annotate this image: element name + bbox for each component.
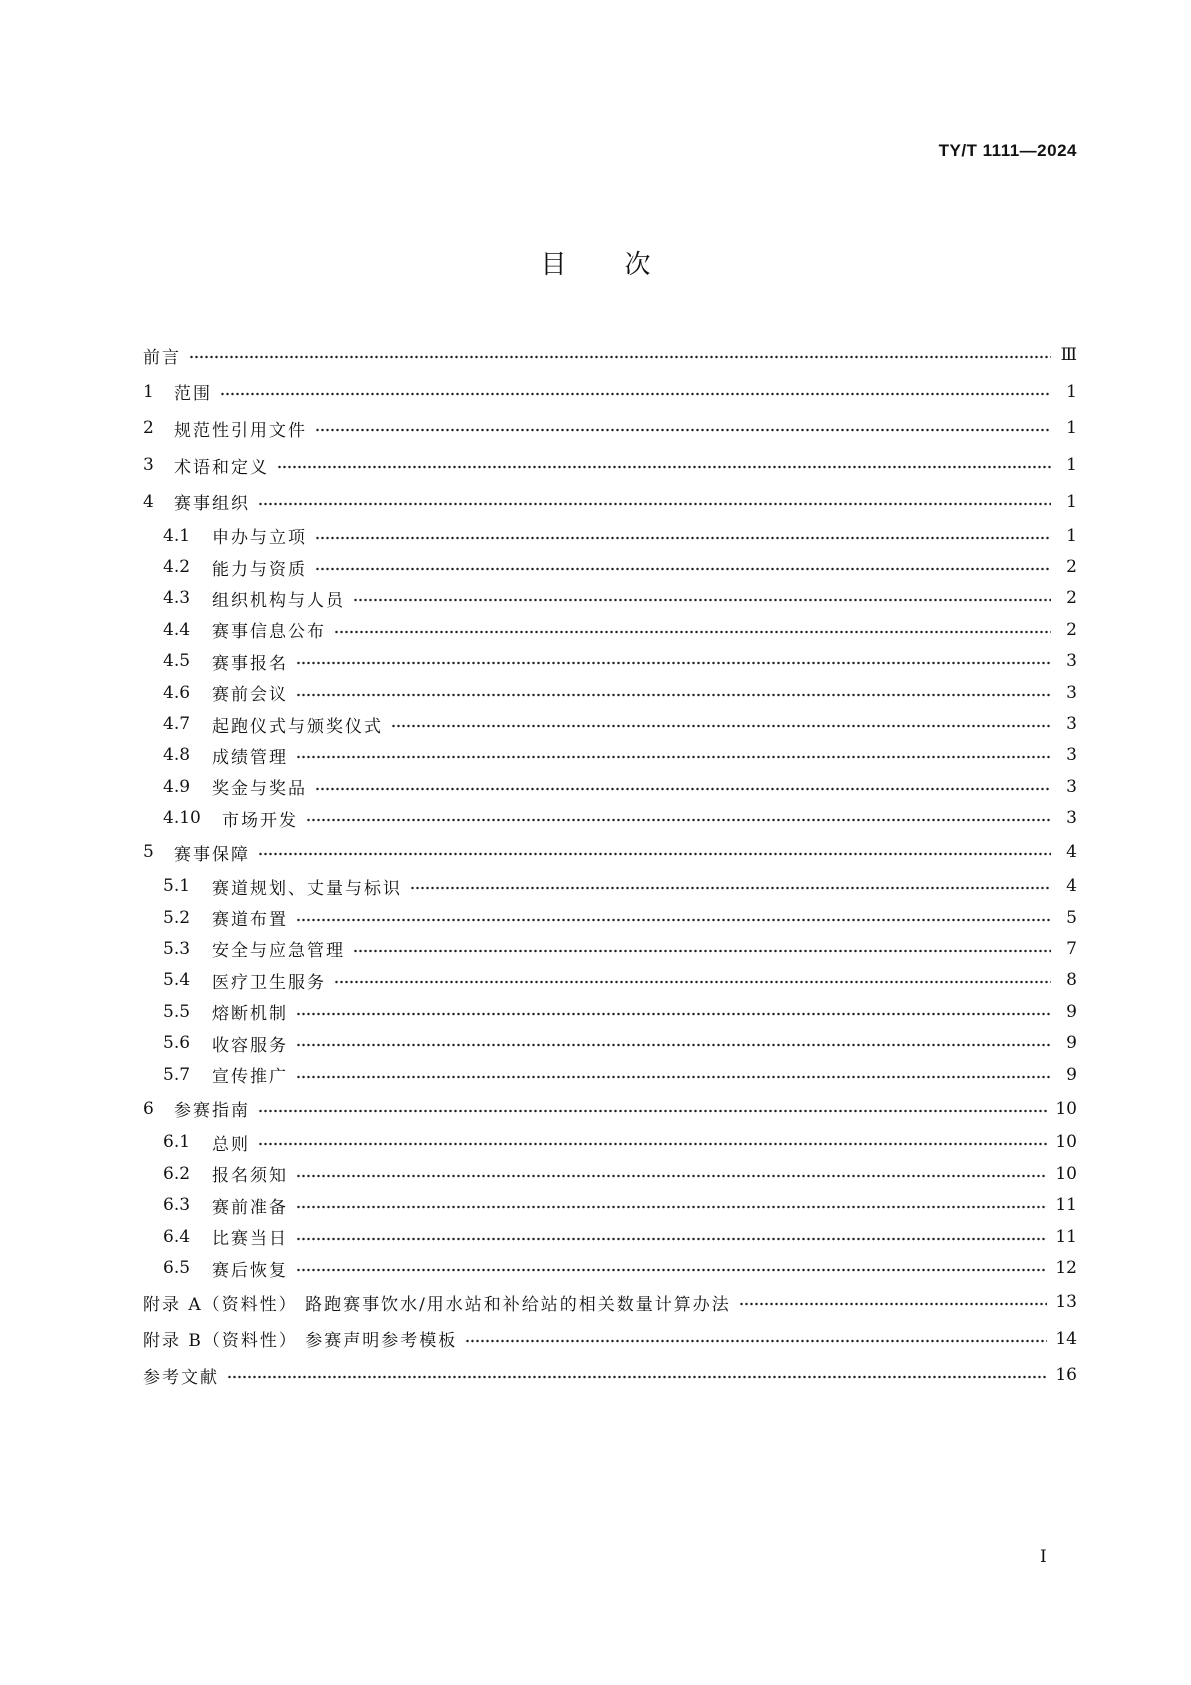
toc-entry-title: 申办与立项 (212, 528, 307, 549)
toc-entry-title: 参赛指南 (174, 1101, 250, 1121)
toc-entry[interactable] (143, 583, 1077, 614)
dot-leader (391, 720, 1051, 728)
toc-entry-page: 13 (1055, 1292, 1077, 1313)
toc-entry-title: 赛道布置 (212, 910, 288, 931)
toc-entry-title: 规范性引用文件 (174, 420, 307, 441)
toc-entry[interactable] (143, 1127, 1077, 1158)
toc-entry-title: 能力与资质 (212, 559, 307, 580)
toc-entry-page: 1 (1066, 455, 1077, 476)
dot-leader (296, 1008, 1051, 1016)
toc-entry-number: 5.5 (163, 1001, 191, 1022)
toc-entry-number: 5.6 (163, 1033, 191, 1054)
toc-entry[interactable] (143, 614, 1077, 645)
toc-entry-number: 6.4 (163, 1226, 191, 1247)
toc-entry[interactable] (143, 483, 1077, 520)
dot-leader (296, 1071, 1051, 1079)
toc-entry-number: 6.2 (163, 1163, 191, 1184)
toc-entry-title: 安全与应急管理 (212, 941, 345, 962)
toc-entry-page: 2 (1066, 619, 1077, 640)
toc-entry[interactable] (143, 996, 1077, 1027)
toc-entry[interactable] (143, 708, 1077, 739)
toc-entry-number: 4.7 (163, 714, 191, 734)
toc-entry-page: 14 (1055, 1328, 1077, 1349)
toc-entry-page: 3 (1066, 776, 1077, 797)
toc-entry[interactable] (143, 933, 1077, 964)
toc-entry-number: 6.5 (163, 1258, 191, 1279)
toc-entry-page: 10 (1055, 1098, 1077, 1119)
dot-leader (258, 848, 1051, 856)
dot-leader (739, 1298, 1048, 1306)
toc-entry-title: 医疗卫生服务 (212, 972, 326, 993)
toc-entry-title: 收容服务 (212, 1035, 288, 1056)
dot-leader (258, 498, 1051, 506)
toc-entry-number: 4.4 (163, 619, 191, 640)
toc-entry-number: 4 (143, 491, 154, 512)
toc-entry[interactable] (143, 834, 1077, 871)
toc-entry-title: 赛事报名 (212, 653, 288, 674)
toc-entry-title: 成绩管理 (212, 747, 288, 768)
toc-entry-title: 赛事组织 (174, 494, 250, 515)
toc-entry-number: 4.10 (163, 808, 201, 829)
toc-entry[interactable] (143, 374, 1077, 411)
dot-leader (258, 1105, 1047, 1113)
toc-entry-number: 4.5 (163, 651, 191, 672)
toc-entry[interactable] (143, 1252, 1077, 1283)
toc-entry-number: 2 (143, 418, 154, 439)
table-of-contents (143, 337, 1077, 1394)
toc-entry-page: 1 (1066, 525, 1077, 546)
toc-entry[interactable] (143, 551, 1077, 582)
toc-entry-page: Ⅲ (1060, 345, 1077, 366)
toc-entry-title: 起跑仪式与颁奖仪式 (212, 716, 383, 737)
toc-entry-number: 4.6 (163, 682, 191, 703)
dot-leader (353, 594, 1051, 602)
dot-leader (220, 388, 1051, 396)
toc-entry-title: 总则 (212, 1134, 250, 1155)
toc-entry[interactable] (143, 1158, 1077, 1189)
toc-entry-page: 11 (1055, 1226, 1077, 1247)
toc-entry-number: 4.8 (163, 745, 191, 766)
dot-leader (296, 1233, 1047, 1241)
toc-entry[interactable] (143, 771, 1077, 802)
dot-leader (296, 1170, 1047, 1178)
dot-leader (353, 945, 1051, 953)
dot-leader (189, 351, 1051, 359)
toc-entry-title: 赛前会议 (212, 685, 288, 706)
toc-entry[interactable] (143, 1357, 1077, 1394)
toc-entry-page: 3 (1066, 808, 1077, 829)
toc-entry[interactable] (143, 1190, 1077, 1221)
toc-entry-number: 5 (143, 842, 154, 863)
toc-entry-number: 5.3 (163, 938, 191, 959)
toc-entry-page: 3 (1066, 651, 1077, 672)
dot-leader (296, 1264, 1047, 1272)
toc-entry-page: 9 (1066, 1033, 1077, 1054)
toc-entry-title: 附录 A（资料性） 路跑赛事饮水/用水站和补给站的相关数量计算办法 (143, 1294, 731, 1315)
dot-leader (465, 1335, 1047, 1343)
page-title (0, 244, 1191, 281)
toc-entry-title: 赛事保障 (174, 844, 250, 865)
dot-leader (315, 424, 1051, 432)
dot-leader (410, 882, 1051, 890)
toc-entry-number: 4.1 (163, 525, 191, 546)
toc-entry[interactable] (143, 646, 1077, 677)
toc-entry-title: 奖金与奖品 (212, 779, 307, 800)
toc-entry-title: 组织机构与人员 (212, 590, 345, 611)
toc-entry[interactable] (143, 965, 1077, 996)
toc-entry[interactable] (143, 1284, 1077, 1321)
toc-entry-number: 5.4 (163, 970, 191, 991)
toc-entry[interactable] (143, 1221, 1077, 1252)
toc-entry-title: 赛前准备 (212, 1197, 288, 1218)
toc-entry[interactable] (143, 677, 1077, 708)
standard-number: TY/T 1111—2024 (938, 141, 1077, 160)
toc-entry-page: 10 (1055, 1132, 1077, 1153)
dot-leader (296, 657, 1051, 665)
toc-entry[interactable] (143, 1090, 1077, 1127)
toc-entry-page: 1 (1066, 418, 1077, 439)
toc-entry-number: 5.7 (163, 1064, 191, 1085)
title-char: 次 (624, 250, 651, 280)
toc-entry-number: 6.3 (163, 1195, 191, 1216)
toc-entry-page: 3 (1066, 682, 1077, 703)
dot-leader (296, 751, 1051, 759)
toc-entry-title: 赛后恢复 (212, 1260, 288, 1281)
dot-leader (315, 783, 1051, 791)
toc-entry-page: 1 (1066, 381, 1077, 402)
toc-entry[interactable] (143, 870, 1077, 901)
title-char: 目 (540, 250, 567, 280)
toc-entry[interactable] (143, 802, 1077, 833)
toc-entry[interactable] (143, 902, 1077, 933)
toc-entry-title: 附录 B（资料性） 参赛声明参考模板 (143, 1331, 458, 1352)
dot-leader (277, 461, 1051, 469)
toc-entry-page: 9 (1066, 1064, 1077, 1085)
toc-entry-page: 1 (1066, 491, 1077, 512)
toc-entry[interactable] (143, 1059, 1077, 1090)
dot-leader (315, 532, 1051, 540)
toc-entry-page: 7 (1066, 938, 1077, 959)
toc-entry-number: 4.9 (163, 776, 191, 797)
toc-entry-page: 9 (1066, 1001, 1077, 1022)
toc-entry[interactable] (143, 337, 1077, 374)
dot-leader (227, 1371, 1047, 1379)
page-number: I (1040, 1547, 1047, 1567)
dot-leader (258, 1138, 1047, 1146)
toc-entry-title: 熔断机制 (212, 1004, 288, 1025)
toc-entry-page: 4 (1066, 876, 1077, 897)
toc-entry-page: 2 (1066, 557, 1077, 578)
toc-entry-page: 5 (1066, 907, 1077, 928)
toc-entry-number: 5.2 (163, 907, 191, 928)
dot-leader (334, 976, 1051, 984)
dot-leader (315, 563, 1051, 571)
toc-entry-page: 16 (1055, 1365, 1077, 1386)
toc-entry[interactable] (143, 1320, 1077, 1357)
dot-leader (306, 814, 1051, 822)
toc-entry-title: 报名须知 (212, 1166, 288, 1187)
toc-entry[interactable] (143, 410, 1077, 447)
toc-entry-number: 6.1 (163, 1132, 191, 1153)
toc-entry-title: 前言 (143, 347, 181, 368)
toc-entry[interactable] (143, 1027, 1077, 1058)
dot-leader (296, 1039, 1051, 1047)
toc-entry[interactable] (143, 740, 1077, 771)
toc-entry-title: 比赛当日 (212, 1229, 288, 1250)
toc-entry[interactable] (143, 520, 1077, 551)
toc-entry-number: 5.1 (163, 876, 191, 897)
dot-leader (296, 1201, 1047, 1209)
toc-entry-number: 4.2 (163, 557, 191, 578)
dot-leader (296, 914, 1051, 922)
toc-entry-title: 术语和定义 (174, 457, 269, 478)
toc-entry-page: 4 (1066, 842, 1077, 863)
toc-entry-title: 参考文献 (143, 1367, 219, 1388)
toc-entry-title: 赛事信息公布 (212, 622, 326, 643)
toc-entry-page: 3 (1066, 745, 1077, 766)
toc-entry-title: 范围 (174, 384, 212, 405)
toc-entry-title: 市场开发 (222, 810, 298, 831)
toc-entry-title: 宣传推广 (212, 1067, 288, 1087)
toc-entry-page: 3 (1066, 714, 1077, 734)
toc-entry[interactable] (143, 447, 1077, 484)
toc-entry-page: 11 (1055, 1195, 1077, 1216)
dot-leader (334, 626, 1051, 634)
dot-leader (296, 689, 1051, 697)
toc-entry-number: 1 (143, 381, 154, 402)
toc-entry-page: 10 (1055, 1163, 1077, 1184)
toc-entry-number: 3 (143, 455, 154, 476)
toc-entry-page: 8 (1066, 970, 1077, 991)
toc-entry-number: 4.3 (163, 588, 191, 609)
toc-entry-page: 12 (1055, 1258, 1077, 1279)
toc-entry-title: 赛道规划、丈量与标识 (212, 878, 402, 899)
toc-entry-number: 6 (143, 1098, 154, 1119)
toc-entry-page: 2 (1066, 588, 1077, 609)
